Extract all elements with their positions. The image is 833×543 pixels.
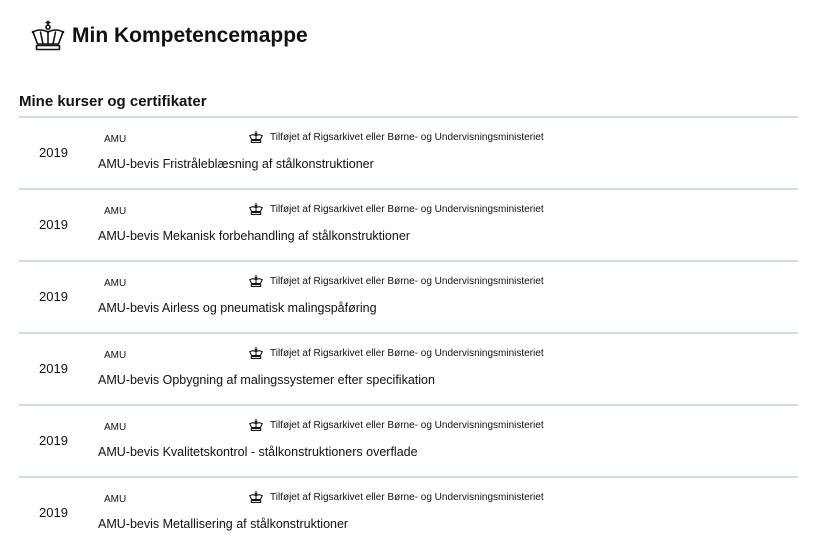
added-by-text: Tilføjet af Rigsarkivet eller Børne- og Undervisningsministeriet [270,131,544,143]
added-by-text: Tilføjet af Rigsarkivet eller Børne- og Undervisningsministeriet [270,419,544,431]
added-by-text: Tilføjet af Rigsarkivet eller Børne- og Undervisningsministeriet [270,275,544,287]
crown-icon [249,275,263,287]
course-type: AMU [104,134,127,145]
added-by-note [249,275,544,287]
section-title: Mine kurser og certifikater [19,93,207,110]
course-year: 2019 [39,289,68,304]
header [31,16,308,56]
course-title[interactable]: AMU-bevis Mekanisk forbehandling af stålkonstruktioner [98,229,410,243]
crown-icon [31,20,65,52]
crown-icon [249,131,263,143]
added-by-text: Tilføjet af Rigsarkivet eller Børne- og Undervisningsministeriet [270,203,544,215]
added-by-note [249,203,544,215]
course-type: AMU [104,206,127,217]
added-by-text: Tilføjet af Rigsarkivet eller Børne- og Undervisningsministeriet [270,491,544,503]
course-title[interactable]: AMU-bevis Opbygning af malingssystemer efter specifikation [98,373,435,387]
course-type: AMU [104,422,127,433]
added-by-note [249,347,544,359]
course-year: 2019 [39,361,68,376]
added-by-note [249,131,544,143]
course-year: 2019 [39,433,68,448]
added-by-note [249,491,544,503]
crown-icon [249,347,263,359]
page-title: Min Kompetencemappe [72,24,308,47]
course-row[interactable] [19,188,798,260]
course-row[interactable] [19,476,798,543]
course-type: AMU [104,278,127,289]
added-by-note [249,419,544,431]
crown-icon [249,419,263,431]
course-type: AMU [104,494,127,505]
course-row[interactable] [19,116,798,188]
course-title[interactable]: AMU-bevis Kvalitetskontrol - stålkonstruktioners overflade [98,445,418,459]
course-year: 2019 [39,145,68,160]
course-row[interactable] [19,332,798,404]
crown-icon [249,491,263,503]
course-year: 2019 [39,505,68,520]
course-row[interactable] [19,404,798,476]
crown-icon [249,203,263,215]
course-title[interactable]: AMU-bevis Fristråleblæsning af stålkonstruktioner [98,157,374,171]
course-year: 2019 [39,217,68,232]
course-title[interactable]: AMU-bevis Metallisering af stålkonstruktioner [98,517,349,531]
added-by-text: Tilføjet af Rigsarkivet eller Børne- og Undervisningsministeriet [270,347,544,359]
course-title[interactable]: AMU-bevis Airless og pneumatisk malingspåføring [98,301,377,315]
course-type: AMU [104,350,127,361]
course-list [19,116,798,543]
course-row[interactable] [19,260,798,332]
